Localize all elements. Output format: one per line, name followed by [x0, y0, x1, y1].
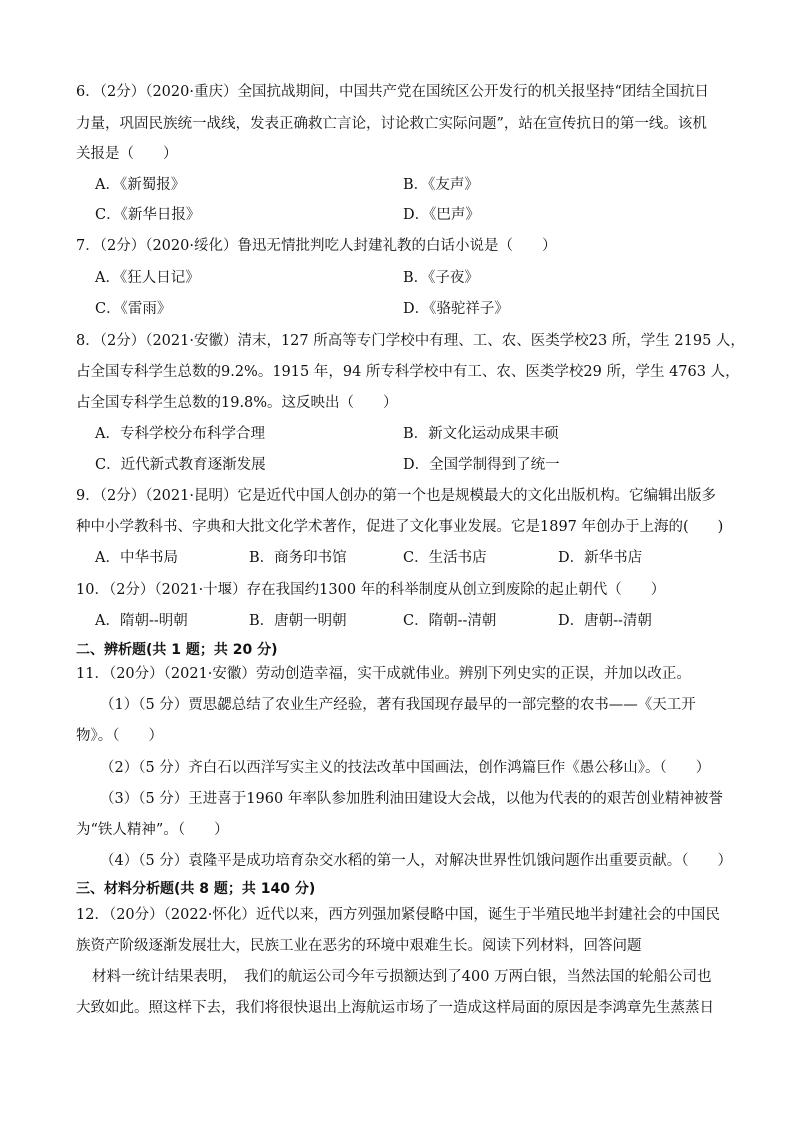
- q11-intro: 11．（20分）（2021·安徽）劳动创造幸福，实干成就伟业。辨别下列史实的正误，并加以改正。: [76, 666, 691, 682]
- q11-item-2: （2）（5 分）齐白石以西洋写实主义的技法改革中国画法，创作鸿篇巨作《愚公移山》。（ ）: [100, 760, 711, 776]
- q11-item-1-line-2: 物》。（ ）: [76, 728, 163, 744]
- q10-option-a: A．隋朝--明朝: [95, 613, 188, 629]
- q6-line-2: 力量，巩固民族统一战线，发表正确救亡言论，讨论救亡实际问题”，站在宣传抗日的第一线。该机: [76, 116, 707, 132]
- q7-option-a: A．《狂人日记》: [95, 270, 200, 286]
- q11-item-3-line-2: 为“铁人精神”。（ ）: [76, 822, 229, 838]
- q6-option-c: C．《新华日报》: [95, 207, 201, 223]
- q12-line-2: 族资产阶级逐渐发展壮大，民族工业在恶劣的环境中艰难生长。阅读下列材料，回答问题: [76, 938, 642, 954]
- q6-line-3: 关报是（ ）: [76, 146, 178, 162]
- q9-option-d: D．新华书店: [558, 550, 643, 566]
- q8-line-2: 占全国专科学生总数的9.2%。1915 年，94 所专科学校中有工、农、医类学校29 所，学生 4763 人，: [76, 364, 740, 380]
- q6-option-a: A．《新蜀报》: [95, 177, 186, 193]
- q10-option-b: B．唐朝一明朝: [249, 613, 347, 629]
- q9-option-c: C．生活书店: [403, 550, 487, 566]
- q9-option-b: B．商务印书馆: [249, 550, 347, 566]
- q10-option-d: D．唐朝--清朝: [558, 613, 652, 629]
- q8-line-1: 8．（2分）（2021·安徽）清末，127 所高等专门学校中有理、工、农、医类学校23 所，学生 2195 人，: [76, 333, 745, 349]
- q8-option-c: C．近代新式教育逐渐发展: [95, 457, 266, 473]
- q12-line-1: 12．（20分）（2022·怀化）近代以来，西方列强加紧侵略中国，诞生于半殖民地半封建社会的中国民: [76, 907, 720, 923]
- q6-option-d: D．《巴声》: [403, 207, 480, 223]
- q12-material-line-1: 材料一统计结果表明， 我们的航运公司今年亏损额达到了400 万两白银，当然法国的轮船公司也: [92, 969, 712, 985]
- q9-line-2: 种中小学教科书、字典和大批文化学术著作，促进了文化事业发展。它是1897 年创办于上海的( ): [76, 519, 724, 535]
- q10-line-1: 10．（2分）（2021·十堰）存在我国约1300 年的科举制度从创立到废除的起止朝代（ ）: [76, 582, 666, 598]
- q8-option-b: B．新文化运动成果丰硕: [403, 426, 559, 442]
- q11-item-4: （4）（5 分）袁隆平是成功培育杂交水稻的第一人，对解决世界性饥饿问题作出重要贡献。（ ）: [100, 853, 733, 869]
- q6-line-1: 6．（2分）（2020·重庆）全国抗战期间，中国共产党在国统区公开发行的机关报坚持“团结全国抗日: [76, 84, 709, 100]
- section-2-heading: 二、辨析题(共 1 题；共 20 分): [76, 642, 278, 658]
- q8-line-3: 占全国专科学生总数的19.8%。这反映出（ ）: [76, 395, 398, 411]
- q12-material-line-2: 大致如此。照这样下去，我们将很快退出上海航运市场了一造成这样局面的原因是李鸿章先生蒸蒸日: [76, 1000, 714, 1016]
- q7-option-c: C．《雷雨》: [95, 301, 172, 317]
- q9-option-a: A．中华书局: [95, 550, 178, 566]
- q10-option-c: C．隋朝--清朝: [403, 613, 497, 629]
- q7-option-d: D．《骆驼祥子》: [403, 301, 509, 317]
- q8-option-a: A．专科学校分布科学合理: [95, 426, 265, 442]
- q7-line-1: 7．（2分）（2020·绥化）鲁迅无情批判吃人封建礼教的白话小说是（ ）: [76, 238, 557, 254]
- q11-item-1-line-1: （1）（5 分）贾思勰总结了农业生产经验，著有我国现存最早的一部完整的农书——《天工开: [100, 697, 696, 713]
- q8-option-d: D．全国学制得到了统一: [403, 457, 560, 473]
- section-3-heading: 三、材料分析题(共 8 题；共 140 分): [76, 881, 316, 897]
- q7-option-b: B．《子夜》: [403, 270, 479, 286]
- q11-item-3-line-1: （3）（5 分）王进喜于1960 年率队参加胜利油田建设大会战，以他为代表的的艰苦创业精神被誉: [100, 791, 723, 807]
- q6-option-b: B．《友声》: [403, 177, 479, 193]
- q9-line-1: 9．（2分）（2021·昆明）它是近代中国人创办的第一个也是规模最大的文化出版机构。它编辑出版多: [76, 488, 716, 504]
